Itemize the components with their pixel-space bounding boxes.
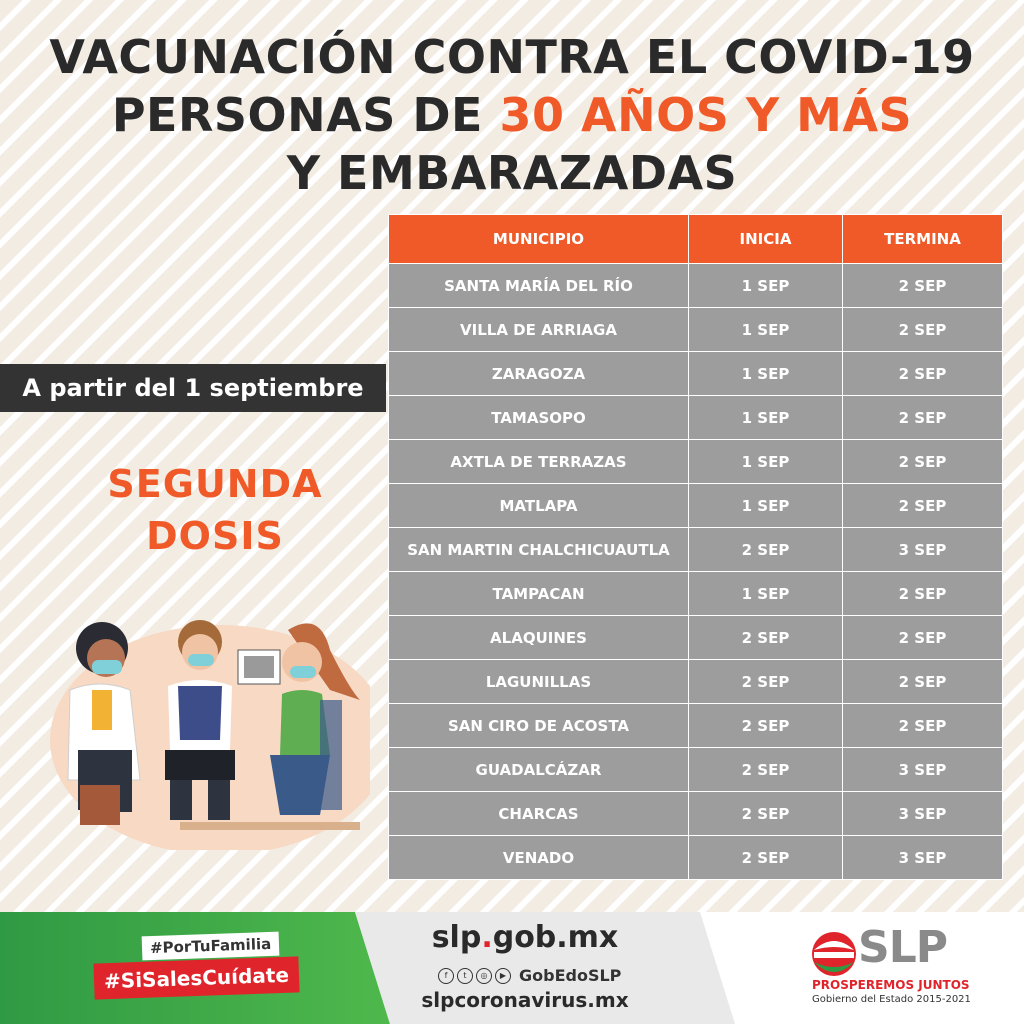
slp-logo-subtitle: Gobierno del Estado 2015-2021 xyxy=(812,994,971,1005)
table-row xyxy=(389,352,1003,396)
table-row xyxy=(389,836,1003,880)
termina-cell: 2 SEP xyxy=(843,616,1003,660)
termina-cell: 3 SEP xyxy=(843,836,1003,880)
termina-cell: 2 SEP xyxy=(843,704,1003,748)
municipio-cell: ZARAGOZA xyxy=(389,352,689,396)
table-row xyxy=(389,792,1003,836)
inicia-cell: 1 SEP xyxy=(689,484,843,528)
municipio-cell: VILLA DE ARRIAGA xyxy=(389,308,689,352)
instagram-icon[interactable]: ◎ xyxy=(476,968,492,984)
hashtag-sisalescuidate: #SiSalesCuídate xyxy=(93,956,299,999)
inicia-cell: 1 SEP xyxy=(689,308,843,352)
municipio-cell: CHARCAS xyxy=(389,792,689,836)
table-row xyxy=(389,264,1003,308)
termina-cell: 2 SEP xyxy=(843,572,1003,616)
table-row xyxy=(389,572,1003,616)
table-row xyxy=(389,396,1003,440)
inicia-cell: 1 SEP xyxy=(689,396,843,440)
table-header-row xyxy=(389,215,1003,264)
start-date-badge: A partir del 1 septiembre xyxy=(0,364,386,412)
inicia-cell: 2 SEP xyxy=(689,616,843,660)
title-highlight: 30 AÑOS Y MÁS xyxy=(499,88,913,142)
title-line-3: Y EMBARAZADAS xyxy=(286,146,738,200)
municipio-cell: GUADALCÁZAR xyxy=(389,748,689,792)
table-row xyxy=(389,308,1003,352)
termina-cell: 2 SEP xyxy=(843,352,1003,396)
title-line-2 xyxy=(0,86,1024,144)
termina-cell: 2 SEP xyxy=(843,308,1003,352)
facebook-icon[interactable]: f xyxy=(438,968,454,984)
inicia-cell: 1 SEP xyxy=(689,572,843,616)
site-slpcoronavirus[interactable]: slpcoronavirus.mx xyxy=(421,988,629,1012)
schedule-table xyxy=(388,214,1003,880)
inicia-cell: 2 SEP xyxy=(689,660,843,704)
vaccination-illustration xyxy=(30,590,370,850)
table-row xyxy=(389,616,1003,660)
municipio-cell: AXTLA DE TERRAZAS xyxy=(389,440,689,484)
social-handle[interactable]: GobEdoSLP xyxy=(519,966,622,985)
municipio-cell: SANTA MARÍA DEL RÍO xyxy=(389,264,689,308)
municipio-cell: ALAQUINES xyxy=(389,616,689,660)
header-termina: TERMINA xyxy=(843,215,1003,264)
municipio-cell: VENADO xyxy=(389,836,689,880)
dose-line-1: SEGUNDA xyxy=(107,462,323,506)
inicia-cell: 1 SEP xyxy=(689,440,843,484)
inicia-cell: 2 SEP xyxy=(689,748,843,792)
table-row xyxy=(389,440,1003,484)
municipio-cell: SAN MARTIN CHALCHICUAUTLA xyxy=(389,528,689,572)
inicia-cell: 2 SEP xyxy=(689,528,843,572)
site-slp: slp xyxy=(431,920,482,955)
page-title xyxy=(0,28,1024,202)
site-slp-gob[interactable] xyxy=(400,920,650,955)
termina-cell: 2 SEP xyxy=(843,440,1003,484)
site-gob: gob.mx xyxy=(492,920,619,955)
table-body xyxy=(389,264,1003,880)
municipio-cell: TAMPACAN xyxy=(389,572,689,616)
table-row xyxy=(389,748,1003,792)
termina-cell: 2 SEP xyxy=(843,660,1003,704)
slp-logo-text: SLP xyxy=(858,922,947,973)
title-line-1: VACUNACIÓN CONTRA EL COVID-19 xyxy=(49,30,975,84)
municipio-cell: SAN CIRO DE ACOSTA xyxy=(389,704,689,748)
dose-line-2: DOSIS xyxy=(146,514,284,558)
table-row xyxy=(389,528,1003,572)
dose-label xyxy=(60,458,370,562)
site-dot: . xyxy=(481,920,493,955)
header-inicia: INICIA xyxy=(689,215,843,264)
municipio-cell: LAGUNILLAS xyxy=(389,660,689,704)
inicia-cell: 1 SEP xyxy=(689,264,843,308)
municipio-cell: MATLAPA xyxy=(389,484,689,528)
slp-logo-tagline: PROSPEREMOS JUNTOS xyxy=(812,978,970,992)
social-row xyxy=(438,966,621,985)
inicia-cell: 1 SEP xyxy=(689,352,843,396)
termina-cell: 3 SEP xyxy=(843,792,1003,836)
youtube-icon[interactable]: ▶ xyxy=(495,968,511,984)
table-row xyxy=(389,484,1003,528)
inicia-cell: 2 SEP xyxy=(689,836,843,880)
inicia-cell: 2 SEP xyxy=(689,792,843,836)
floor-line xyxy=(180,822,360,830)
termina-cell: 2 SEP xyxy=(843,396,1003,440)
inicia-cell: 2 SEP xyxy=(689,704,843,748)
footer xyxy=(0,912,1024,1024)
table-row xyxy=(389,660,1003,704)
municipio-cell: TAMASOPO xyxy=(389,396,689,440)
termina-cell: 3 SEP xyxy=(843,748,1003,792)
title-line-2-prefix: PERSONAS DE xyxy=(111,88,500,142)
termina-cell: 2 SEP xyxy=(843,484,1003,528)
header-municipio: MUNICIPIO xyxy=(389,215,689,264)
table-row xyxy=(389,704,1003,748)
termina-cell: 3 SEP xyxy=(843,528,1003,572)
hashtag-portufamilia: #PorTuFamilia xyxy=(142,932,280,961)
termina-cell: 2 SEP xyxy=(843,264,1003,308)
twitter-icon[interactable]: t xyxy=(457,968,473,984)
